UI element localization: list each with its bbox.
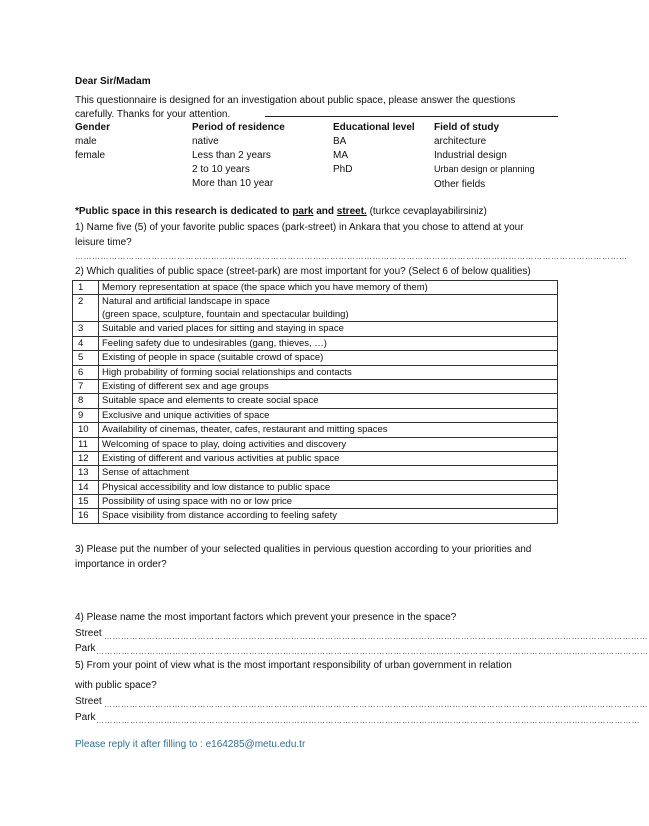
quality-text: Existing of different and various activities at public space [99, 451, 558, 465]
residence-option: Less than 2 years [192, 150, 271, 161]
question-3-line1: 3) Please put the number of your selected qualities in pervious question according to your priorities and [75, 544, 532, 555]
question-1-line2: leisure time? [75, 237, 132, 248]
quality-number: 10 [73, 423, 99, 437]
quality-text [99, 295, 558, 322]
quality-number: 12 [73, 451, 99, 465]
field-heading: Field of study [434, 122, 499, 133]
field-option: architecture [434, 136, 487, 147]
quality-text: Possibility of using space with no or low price [99, 495, 558, 509]
quality-row[interactable] [73, 365, 558, 379]
gender-option: male [75, 136, 97, 147]
quality-number: 1 [73, 281, 99, 295]
quality-text: Physical accessibility and low distance to public space [99, 480, 558, 494]
quality-text: Feeling safety due to undesirables (gang, thieves, …) [99, 336, 558, 350]
q4-street-label: Street [75, 628, 102, 639]
intro-text-line1: This questionnaire is designed for an investigation about public space, please answer the questions [75, 95, 516, 106]
quality-row[interactable] [73, 322, 558, 336]
residence-heading: Period of residence [192, 122, 285, 133]
field-option: Other fields [434, 179, 486, 190]
education-option: BA [333, 136, 347, 147]
education-option: MA [333, 150, 348, 161]
public-space-definition [75, 206, 487, 217]
answer-1-dotted-line[interactable]: …………………………………………………………………………………………………………………………………………………………………………… [75, 252, 628, 261]
quality-number: 15 [73, 495, 99, 509]
quality-number: 14 [73, 480, 99, 494]
salutation: Dear Sir/Madam [75, 76, 151, 87]
quality-text: Sense of attachment [99, 466, 558, 480]
quality-row[interactable] [73, 480, 558, 494]
q4-park-label: Park [75, 643, 96, 654]
quality-row[interactable] [73, 379, 558, 393]
question-5-line1: 5) From your point of view what is the most important responsibility of urban government in relation [75, 660, 512, 671]
q5-park-answer-line[interactable]: ………………………………………………………………………………………………………………………………………………………………………… [96, 716, 640, 725]
intro-text-line2: carefully. Thanks for your attention. [75, 109, 231, 120]
quality-row[interactable] [73, 509, 558, 523]
quality-row[interactable] [73, 351, 558, 365]
field-option: Industrial design [434, 150, 507, 161]
quality-text-line1: Natural and artificial landscape in space [102, 296, 270, 308]
quality-number: 2 [73, 295, 99, 322]
quality-number: 4 [73, 336, 99, 350]
quality-row[interactable] [73, 281, 558, 295]
quality-row[interactable] [73, 437, 558, 451]
quality-text: Welcoming of space to play, doing activities and discovery [99, 437, 558, 451]
quality-row[interactable] [73, 423, 558, 437]
quality-row[interactable] [73, 451, 558, 465]
residence-option: More than 10 year [192, 178, 274, 189]
education-heading: Educational level [333, 122, 415, 133]
education-option: PhD [333, 164, 353, 175]
question-4-text: 4) Please name the most important factors which prevent your presence in the space? [75, 612, 457, 623]
quality-row[interactable] [73, 394, 558, 408]
quality-text: Space visibility from distance according to feeling safety [99, 509, 558, 523]
quality-row[interactable] [73, 336, 558, 350]
header-divider [265, 116, 558, 117]
question-2-text: 2) Which qualities of public space (street-park) are most important for you? (Select 6 of below qualities) [75, 266, 531, 277]
quality-number: 13 [73, 466, 99, 480]
quality-row[interactable] [73, 466, 558, 480]
quality-row[interactable] [73, 495, 558, 509]
definition-prefix: *Public space in this research is dedicated to [75, 206, 293, 217]
definition-park: park [292, 206, 314, 217]
question-1-line1: 1) Name five (5) of your favorite public spaces (park-street) in Ankara that you chose to attend at your [75, 222, 524, 233]
question-3-line2: importance in order? [75, 559, 167, 570]
quality-text: Existing of people in space (suitable crowd of space) [99, 351, 558, 365]
quality-number: 3 [73, 322, 99, 336]
q4-park-answer-line[interactable]: …………………………………………………………………………………………………………………………………………………………………………… [96, 647, 649, 656]
quality-text-line2: (green space, sculpture, fountain and spectacular building) [102, 309, 349, 321]
field-option: Urban design or planning [434, 164, 535, 174]
reply-instruction: Please reply it after filling to : e164285@metu.edu.tr [75, 739, 306, 750]
quality-number: 16 [73, 509, 99, 523]
quality-text: Availability of cinemas, theater, cafes, restaurant and mitting spaces [99, 423, 558, 437]
definition-suffix: (turkce cevaplayabilirsiniz) [366, 206, 487, 217]
quality-text: Exclusive and unique activities of space [99, 408, 558, 422]
quality-number: 6 [73, 365, 99, 379]
quality-text: High probability of forming social relationships and contacts [99, 365, 558, 379]
quality-text: Suitable space and elements to create social space [99, 394, 558, 408]
quality-number: 11 [73, 437, 99, 451]
quality-text: Suitable and varied places for sitting and staying in space [99, 322, 558, 336]
definition-and: and [313, 206, 337, 217]
quality-number: 8 [73, 394, 99, 408]
quality-text: Existing of different sex and age groups [99, 379, 558, 393]
quality-row[interactable] [73, 295, 558, 322]
quality-number: 7 [73, 379, 99, 393]
q4-street-answer-line[interactable]: ………………………………………………………………………………………………………………………………………………………………………… [104, 632, 648, 641]
gender-option: female [75, 150, 106, 161]
q5-park-label: Park [75, 712, 96, 723]
q5-street-answer-line[interactable]: ………………………………………………………………………………………………………………………………………………………………………… [104, 700, 648, 709]
quality-number: 9 [73, 408, 99, 422]
quality-row[interactable] [73, 408, 558, 422]
q5-street-label: Street [75, 696, 102, 707]
gender-heading: Gender [75, 122, 111, 133]
residence-option: 2 to 10 years [192, 164, 250, 175]
quality-text: Memory representation at space (the space which you have memory of them) [99, 281, 558, 295]
residence-option: native [192, 136, 219, 147]
definition-street: street. [336, 206, 367, 217]
qualities-table [72, 280, 558, 524]
quality-number: 5 [73, 351, 99, 365]
question-5-line2: with public space? [75, 680, 157, 691]
